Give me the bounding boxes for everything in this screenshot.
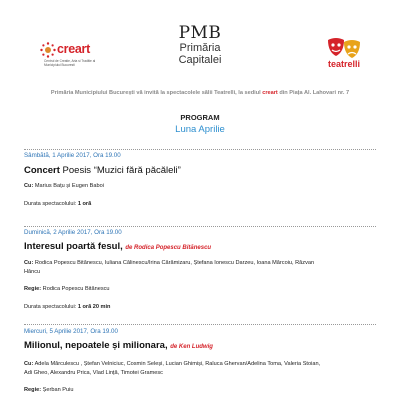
creart-logo <box>38 40 106 76</box>
teatrelli-logo <box>320 36 368 69</box>
event-divider <box>24 226 376 227</box>
intro-brand: creart <box>262 90 278 96</box>
event-author: de Ken Ludwig <box>170 344 213 350</box>
pmb-abbr: PMB <box>178 23 222 43</box>
event-duration: Durata spectacolului: 1 oră 20 min <box>24 304 111 310</box>
event-cast: Cu: Adela Mărculescu , Ștefan Velniciuc, Cosmin Seleși, Lucian Ghimiși, Raluca Ghervan/Adelina Toma, Valeria Stoian, <box>24 361 321 367</box>
creart-logo-word: creart <box>57 42 90 56</box>
event-subtitle: Poesis “Muzici fără păcăleli” <box>62 165 181 176</box>
theatre-masks-icon <box>324 36 364 60</box>
event-title: Concert Poesis “Muzici fără păcăleli” <box>24 165 181 176</box>
event-cast: Cu: Marius Bațu și Eugen Baboi <box>24 183 104 189</box>
event-date: Miercuri, 5 Aprilie 2017, Ora 19.00 <box>24 328 118 335</box>
creart-logo-subtitle: Centrul de Creatie, Arta si Traditie al Municipiului Bucuresti <box>44 59 96 67</box>
event-divider <box>24 324 376 325</box>
pmb-logo <box>160 24 240 66</box>
event-date: Duminică, 2 Aprilie 2017, Ora 19.00 <box>24 229 122 236</box>
event-director: Regie: Rodica Popescu Bitănescu <box>24 286 110 292</box>
event-title: Milionul, nepoatele și milionara, de Ken Ludwig <box>24 340 213 351</box>
event-cast: Cu: Rodica Popescu Bitănescu, Iuliana Călinescu/Irina Cărămizaru, Ștefana Ionescu Darzeu, Ioana Mărcoiu, Răzvan <box>24 260 315 266</box>
intro-text: Primăria Municipiului București vă invită la spectacolele sălii Teatrelli, la sediul creart din Piața Al. Lahovari nr. 7 <box>50 90 350 96</box>
event-date: Sâmbătă, 1 Aprilie 2017, Ora 19.00 <box>24 152 121 159</box>
pmb-line2: Capitalei <box>178 54 222 66</box>
teatrelli-logo-word: teatrelli <box>327 59 360 69</box>
pmb-line1: Primăria <box>179 42 221 54</box>
event-cast-continued: Adi Gheo, Alexandru Prica, Vlad Lință, Timotei Gramesc <box>24 370 163 376</box>
event-cast-continued: Hâncu <box>24 269 41 275</box>
month-heading: Luna Aprilie <box>175 124 225 135</box>
event-title: Interesul poartă fesul, de Rodica Popescu Bitănescu <box>24 241 212 252</box>
event-divider <box>24 149 376 150</box>
program-heading: PROGRAM <box>180 113 220 122</box>
event-author: de Rodica Popescu Bitănescu <box>125 245 212 251</box>
event-duration: Durata spectacolului: 1 oră <box>24 201 92 207</box>
event-director: Regie: Șerban Puiu <box>24 387 74 393</box>
creart-sun-icon <box>40 42 56 58</box>
